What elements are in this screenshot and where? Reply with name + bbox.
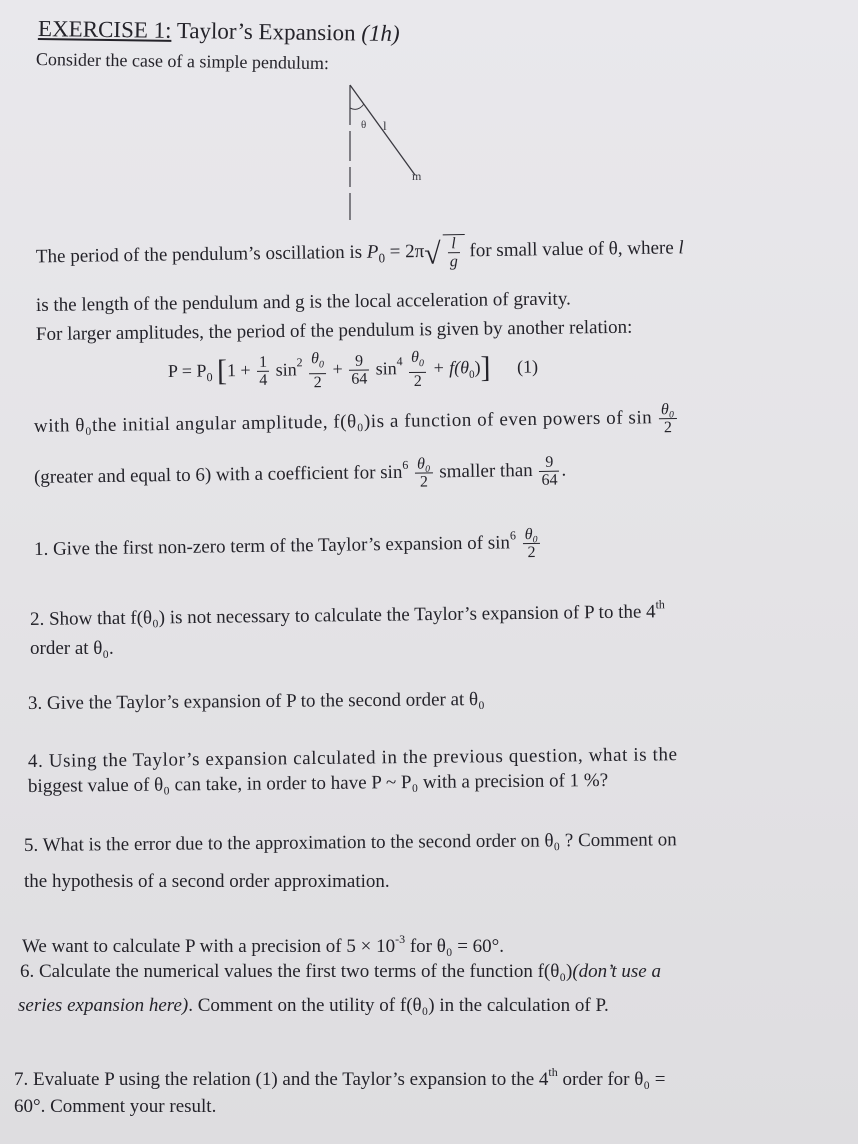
q2-text-a: 2. Show that f(θ₀) is not necessary to calculate the Taylor’s expansion of P to the 4	[29, 601, 656, 630]
theta-num-1: θ	[310, 350, 319, 368]
frac1-num: 1	[257, 354, 269, 372]
q1-frac	[523, 526, 541, 561]
intro-line-1	[36, 231, 684, 276]
q1-text: 1. Give the first non-zero term of the Taylor’s expansion of sin	[33, 532, 511, 560]
intro-text-b: for small value of θ, where	[469, 237, 674, 262]
exercise-title	[38, 17, 400, 46]
definition-end: .	[561, 459, 567, 481]
definition-line-2	[34, 451, 567, 497]
q1-frac-num: θ₀	[523, 526, 541, 544]
intro-text-a: The period of the pendulum’s oscillation is	[35, 241, 363, 268]
pendulum-diagram	[330, 80, 450, 220]
q7-text-a-end: order for θ₀ =	[562, 1069, 666, 1090]
question-5-line-2: the hypothesis of a second order approximation.	[24, 871, 390, 892]
angle-theta-label: θ	[361, 119, 367, 131]
definition-frac-2	[415, 456, 433, 491]
eq-frac-1-4	[257, 354, 269, 389]
exercise-topic: Taylor’s Expansion	[176, 17, 356, 46]
sqrt-l-over-g: √ $\frac{l}{g}$	[424, 234, 465, 271]
l-symbol: l	[678, 237, 684, 259]
eq-theta-half-2	[409, 349, 426, 390]
q2-sup: th	[655, 597, 665, 612]
precision-statement	[22, 927, 504, 959]
eq-pow4: 4	[396, 354, 403, 369]
question-7-line-1	[14, 1060, 665, 1092]
eq-frac-9-64	[349, 353, 369, 388]
length-l-label: l	[383, 118, 387, 133]
question-6-line-1	[20, 960, 661, 984]
precision-exponent: -3	[395, 932, 406, 946]
eq-plus-f: + f(θ	[432, 357, 470, 378]
definition-frac2-num: θ₀	[415, 456, 433, 474]
exercise-label: EXERCISE 1:	[37, 16, 172, 43]
definition-frac2-den: 2	[419, 473, 429, 491]
eq-lhs: P = P	[167, 360, 207, 381]
definition-line-1	[34, 401, 679, 445]
precision-text-a: We want to calculate P with a precision of 5 × 10	[22, 936, 396, 957]
mass-m-label: m	[412, 169, 422, 183]
definition-frac-den: 2	[663, 419, 672, 437]
definition-text-2b: smaller than	[439, 460, 533, 483]
question-5-line-1: 5. What is the error due to the approximation to the second order on θ₀ ? Comment on	[23, 829, 677, 856]
intro-line-2: is the length of the pendulum and g is the local acceleration of gravity.	[35, 288, 571, 316]
eq-plus: +	[332, 358, 343, 379]
question-1	[34, 523, 543, 568]
q1-frac-den: 2	[527, 544, 536, 562]
theta-sub-2: 0	[418, 358, 425, 370]
theta-den-1: 2	[313, 374, 322, 392]
q6-italic-b: series expansion here)	[18, 995, 189, 1016]
equals-2pi: = 2π	[389, 240, 425, 263]
coef-den: 64	[541, 471, 558, 490]
eq-lhs-sub: 0	[206, 370, 213, 385]
definition-text-2a: (greater and equal to 6) with a coefficient for sin	[33, 461, 403, 488]
q6-text-b: . Comment on the utility of f(θ₀) in the calculation of P.	[188, 995, 609, 1016]
theta-den-2: 2	[413, 373, 422, 391]
exercise-duration: (1h)	[361, 20, 400, 47]
exercise-subtitle: Consider the case of a simple pendulum:	[35, 49, 330, 74]
period-sub: 0	[378, 250, 386, 266]
question-7-line-2: 60°. Comment your result.	[14, 1096, 217, 1117]
right-bracket: ]	[480, 351, 491, 385]
q1-pow: 6	[509, 528, 516, 543]
intro-line-3: For larger amplitudes, the period of the pendulum is given by another relation:	[35, 316, 633, 345]
q7-text-a: 7. Evaluate P using the relation (1) and the Taylor’s expansion to the 4	[14, 1069, 549, 1090]
eq-sin2: sin	[275, 359, 297, 380]
definition-text-1: with θ₀the initial angular amplitude, f(θ₀)is a function of even powers of sin	[33, 407, 653, 437]
eq-f-close: )	[474, 357, 481, 378]
question-2-line-1	[30, 592, 665, 632]
equation-number: (1)	[516, 356, 539, 377]
q7-sup: th	[548, 1065, 558, 1079]
equation-1	[168, 347, 539, 393]
question-4-line-2: biggest value of θ₀ can take, in order to have P ~ P₀ with a precision of 1 %?	[27, 769, 609, 797]
eq-sin4: sin	[375, 358, 397, 379]
eq-f-sub: 0	[469, 368, 475, 381]
eq-theta-half-1	[309, 350, 326, 391]
question-3: 3. Give the Taylor’s expansion of P to the second order at θ₀	[27, 689, 485, 714]
left-bracket: [	[216, 354, 228, 388]
question-4-line-1: 4. Using the Taylor’s expansion calculated in the previous question, what is the	[27, 744, 678, 772]
eq-one-plus: 1 +	[226, 359, 251, 381]
sqrt-numerator: l	[447, 235, 459, 253]
definition-frac-num: θ₀	[659, 401, 677, 419]
coefficient-frac	[539, 454, 559, 489]
definition-frac	[659, 401, 677, 436]
frac2-num: 9	[349, 353, 369, 371]
q6-text-a: 6. Calculate the numerical values the first two terms of the function f(θ₀)	[20, 961, 573, 982]
coef-num: 9	[539, 454, 559, 472]
frac1-den: 4	[259, 372, 268, 390]
question-2-line-2: order at θ₀.	[30, 638, 114, 659]
period-symbol: P	[366, 241, 379, 263]
theta-sub-1: 0	[318, 359, 325, 371]
precision-text-b: for θ₀ = 60°.	[409, 936, 505, 957]
theta-num-2: θ	[410, 349, 420, 367]
definition-pow6: 6	[402, 457, 409, 472]
frac2-den: 64	[351, 370, 368, 389]
q6-italic-a: (don’t use a	[572, 961, 661, 982]
eq-pow2: 2	[296, 355, 303, 370]
sqrt-denominator: g	[449, 253, 458, 271]
question-6-line-2	[18, 994, 609, 1018]
